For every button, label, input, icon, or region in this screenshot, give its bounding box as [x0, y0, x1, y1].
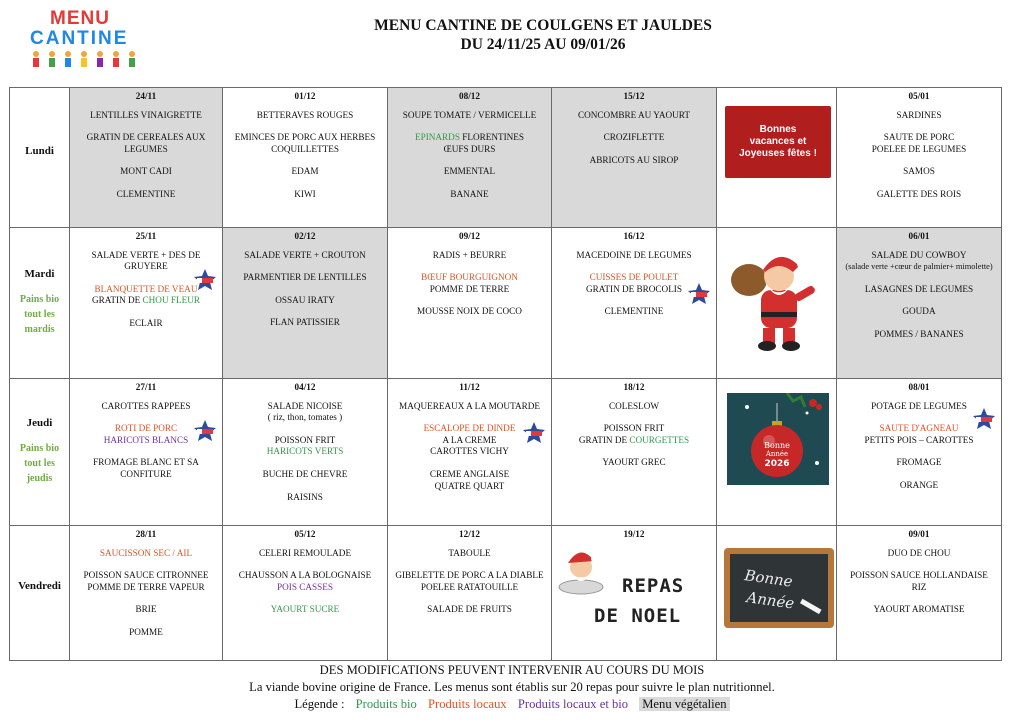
menu-cell-25-11 [70, 228, 223, 379]
holiday-greeting-card [725, 106, 831, 178]
menu-item-local-bio: HARICOTS BLANCS [103, 434, 189, 445]
greeting-line3: Joyeuses fêtes ! [739, 148, 817, 159]
menu-item: LENTILLES VINAIGRETTE [90, 109, 202, 120]
page-title [300, 16, 786, 54]
menu-item: FROMAGE [896, 457, 942, 468]
menu-item: FROMAGE BLANC ET SA CONFITURE [93, 457, 199, 479]
menu-item: EMINCES DE PORC AUX HERBES [234, 132, 376, 143]
menu-item: SALADE VERTE + DES DE GRUYERE [91, 249, 201, 272]
menu-cell-04-12 [223, 379, 388, 526]
menu-date: 28/11 [135, 529, 157, 539]
menu-date: 16/12 [623, 231, 645, 241]
menu-item: FLORENTINES [462, 132, 524, 143]
footer-note: La viande bovine origine de France. Les menus sont établis sur 20 repas pour suivre le plan nutritionnel. [249, 680, 775, 694]
footer-warning: DES MODIFICATIONS PEUVENT INTERVENIR AU COURS DU MOIS [319, 663, 705, 677]
menu-item: MOUSSE NOIX DE COCO [417, 306, 522, 317]
menu-item: EMMENTAL [443, 166, 496, 177]
menu-item: BUCHE DE CHEVRE [262, 468, 348, 479]
menu-date: 25/11 [135, 231, 157, 241]
menu-item: POTAGE DE LEGUMES [871, 400, 967, 411]
menu-cell-08-01 [837, 379, 1002, 526]
slate-line1: Bonne [743, 566, 794, 591]
menu-item: POELEE RATATOUILLE [420, 581, 519, 592]
menu-cantine-logo [28, 8, 140, 66]
day-cell [10, 228, 70, 379]
menu-item: ECLAIR [129, 317, 163, 328]
menu-item: OSSAU IRATY [275, 294, 335, 305]
menu-item-bio: HARICOTS VERTS [266, 446, 344, 457]
menu-item: COLESLOW [608, 400, 659, 411]
day-cell [10, 88, 70, 228]
menu-cell-16-12 [552, 228, 717, 379]
day-cell [10, 379, 70, 526]
menu-item [554, 435, 714, 447]
menu-cell-08-12 [388, 88, 552, 228]
row-vendredi [10, 526, 1002, 661]
menu-item: CLEMENTINE [116, 188, 176, 199]
menu-item-local-bio: POIS CASSES [277, 581, 333, 592]
menu-item: QUATRE QUART [434, 480, 505, 491]
legend-local: Produits locaux [428, 697, 507, 711]
holiday-cell [717, 88, 837, 228]
menu-item: SAMOS [903, 166, 935, 177]
menu-item-local: SAUCISSON SEC / AIL [99, 547, 193, 558]
menu-item: POISSON FRIT [274, 434, 336, 445]
slate-cell [717, 526, 837, 661]
menu-item: COQUILLETTES [271, 143, 339, 154]
ornament-year: 2026 [764, 459, 790, 469]
menu-item: POMME DE TERRE VAPEUR [87, 581, 205, 592]
menu-item: PARMENTIER DE LENTILLES [243, 272, 367, 283]
menu-item: BETTERAVES ROUGES [256, 109, 354, 120]
menu-date: 09/01 [908, 529, 930, 539]
menu-item: RAISINS [287, 491, 323, 502]
menu-item: ORANGE [899, 479, 939, 490]
menu-cell-05-12 [223, 526, 388, 661]
label-rouge-icon [973, 408, 995, 430]
menu-item: SALADE DU COWBOY [871, 249, 967, 260]
menu-item-bio: CHOU FLEUR [142, 295, 200, 306]
menu-item: CREME ANGLAISE [429, 468, 510, 479]
menu-item: CHAUSSON A LA BOLOGNAISE [238, 570, 372, 581]
menu-item: FLAN PATISSIER [270, 317, 340, 328]
bread-note: Pains bio tout les jeudis [19, 443, 60, 485]
day-cell [10, 526, 70, 661]
menu-item: POISSON FRIT [603, 423, 665, 434]
legend [0, 696, 1024, 713]
menu-item: CROZIFLETTE [603, 132, 665, 143]
christmas-ornament-icon [727, 393, 829, 485]
menu-date: 27/11 [135, 382, 157, 392]
menu-item: MACEDOINE DE LEGUMES [576, 249, 692, 260]
menu-item: YAOURT AROMATISE [873, 604, 965, 615]
menu-item: PETITS POIS – CAROTTES [864, 434, 974, 445]
menu-cell-02-12 [223, 228, 388, 379]
menu-item: KIWI [294, 188, 316, 199]
santa-plate-icon [556, 543, 606, 595]
repas-noel-line1: REPAS [622, 575, 685, 597]
menu-item: ABRICOTS AU SIROP [589, 154, 679, 165]
logo-line2: CANTINE [30, 28, 129, 49]
row-mardi [10, 228, 1002, 379]
menu-item: SALADE NICOISE [267, 400, 343, 411]
menu-item: SARDINES [896, 109, 942, 120]
menu-item: CAROTTES RAPPEES [101, 400, 191, 411]
label-rouge-icon [523, 422, 545, 444]
menu-item: GRATIN DE CEREALES AUX LEGUMES [86, 132, 206, 154]
menu-item-local: BLANQUETTE DE VEAU [94, 283, 198, 294]
menu-item [390, 132, 549, 144]
menu-cell-27-11 [70, 379, 223, 526]
row-lundi [10, 88, 1002, 228]
menu-cell-09-12 [388, 228, 552, 379]
bread-note: Pains bio tout les mardis [19, 294, 60, 336]
menu-date: 12/12 [459, 529, 480, 539]
menu-item-local: ESCALOPE DE DINDE [423, 423, 516, 434]
menu-item: ( riz, thon, tomates ) [267, 412, 343, 423]
menu-item-bio: YAOURT SUCRE [270, 604, 340, 615]
menu-item: YAOURT GREC [602, 457, 666, 468]
menu-item: GOUDA [902, 306, 936, 317]
menu-date: 19/12 [623, 529, 645, 539]
menu-item: SALADE DE FRUITS [427, 604, 512, 615]
legend-bio: Produits bio [355, 697, 417, 711]
menu-item: EDAM [291, 166, 319, 177]
menu-item [72, 295, 220, 307]
menu-date: 08/12 [459, 91, 480, 101]
slate-line2: Année [745, 588, 796, 613]
menu-cell-12-12 [388, 526, 552, 661]
menu-item-local: SAUTE D'AGNEAU [879, 423, 959, 434]
menu-item: CELERI REMOULADE [258, 547, 352, 558]
menu-item-bio: COURGETTES [629, 434, 690, 445]
menu-item: BANANE [450, 188, 489, 199]
menu-cell-09-01 [837, 526, 1002, 661]
menu-item: SOUPE TOMATE / VERMICELLE [402, 109, 537, 120]
title-line2: DU 24/11/25 AU 09/01/26 [460, 36, 626, 53]
santa-claus-icon [727, 242, 827, 354]
menu-cell-28-11 [70, 526, 223, 661]
day-name: Lundi [25, 144, 54, 157]
menu-date: 02/12 [294, 231, 316, 241]
menu-cell-11-12 [388, 379, 552, 526]
menu-item-local: BŒUF BOURGUIGNON [421, 272, 518, 283]
menu-date: 18/12 [623, 382, 645, 392]
menu-item: POMME [129, 626, 163, 637]
label-rouge-icon [194, 420, 216, 442]
legend-vegetarian: Menu végétalien [639, 697, 729, 711]
menu-date: 24/11 [135, 91, 157, 101]
menu-cell-05-01 [837, 88, 1002, 228]
santa-cell [717, 228, 837, 379]
menu-date: 05/12 [294, 529, 316, 539]
menu-item: RIZ [911, 581, 927, 592]
menu-item: MAQUEREAUX A LA MOUTARDE [399, 400, 540, 411]
menu-date: 11/12 [459, 382, 480, 392]
menu-item-local: CUISSES DE POULET [589, 272, 679, 283]
menu-date: 06/01 [908, 231, 930, 241]
menu-cell-18-12 [552, 379, 717, 526]
menu-item: GIBELETTE DE PORC A LA DIABLE [395, 570, 544, 581]
menu-date: 15/12 [623, 91, 645, 101]
children-icon [28, 50, 140, 68]
menu-item: POISSON SAUCE HOLLANDAISE [850, 570, 988, 581]
menu-date: 04/12 [294, 382, 316, 392]
menu-cell-19-12 [552, 526, 717, 661]
menu-item: RADIS + BEURRE [432, 249, 507, 260]
menu-item: DUO DE CHOU [887, 547, 951, 558]
menu-table [9, 87, 1002, 661]
label-rouge-icon [688, 283, 710, 305]
menu-item: CAROTTES VICHY [430, 446, 509, 457]
menu-cell-15-12 [552, 88, 717, 228]
menu-cell-01-12 [223, 88, 388, 228]
greeting-line2: vacances et [749, 136, 807, 147]
menu-item: GALETTE DES ROIS [876, 188, 962, 199]
ornament-cell [717, 379, 837, 526]
menu-cell-24-11 [70, 88, 223, 228]
ornament-text2: Année [765, 450, 789, 458]
day-name: Jeudi [26, 416, 53, 429]
menu-item: GRATIN DE BROCOLIS [586, 283, 682, 294]
legend-label: Légende : [294, 697, 345, 711]
menu-item: CLEMENTINE [604, 306, 664, 317]
greeting-line1: Bonnes [759, 124, 797, 135]
menu-item: GRATIN DE [92, 295, 141, 306]
menu-item: ŒUFS DURS [443, 143, 496, 154]
menu-item: A LA CREME [442, 434, 497, 445]
legend-local-bio: Produits locaux et bio [517, 697, 629, 711]
menu-date: 09/12 [459, 231, 480, 241]
menu-item: CONCOMBRE AU YAOURT [578, 109, 690, 120]
chalkboard-icon [724, 548, 834, 628]
menu-item-bio: EPINARDS [415, 132, 460, 143]
label-rouge-icon [194, 269, 216, 291]
menu-item: POISSON SAUCE CITRONNEE [83, 570, 209, 581]
menu-item-local: ROTI DE PORC [114, 423, 178, 434]
menu-item: LASAGNES DE LEGUMES [864, 283, 974, 294]
menu-item: TABOULE [448, 547, 491, 558]
menu-date: 01/12 [294, 91, 316, 101]
menu-item: POMME DE TERRE [429, 283, 510, 294]
menu-date: 08/01 [908, 382, 930, 392]
row-jeudi [10, 379, 1002, 526]
repas-noel-line2: DE NOEL [594, 605, 682, 627]
menu-item: POMMES / BANANES [874, 328, 964, 339]
menu-date: 05/01 [908, 91, 930, 101]
title-line1: MENU CANTINE DE COULGENS ET JAULDES [374, 17, 712, 34]
day-name: Vendredi [18, 580, 61, 593]
menu-item: GRATIN DE [578, 434, 628, 445]
menu-cell-06-01 [837, 228, 1002, 379]
menu-item: (salade verte +cœur de palmier+ mimolette) [845, 262, 993, 272]
logo-line1: MENU [50, 8, 110, 29]
ornament-text1: Bonne [764, 441, 790, 450]
menu-item: SAUTE DE PORC [883, 132, 955, 143]
menu-item: MONT CADI [120, 166, 172, 177]
menu-item: SALADE VERTE + CROUTON [244, 249, 366, 260]
menu-item: BRIE [135, 604, 157, 615]
day-name: Mardi [24, 267, 55, 280]
menu-item: POELEE DE LEGUMES [871, 143, 967, 154]
